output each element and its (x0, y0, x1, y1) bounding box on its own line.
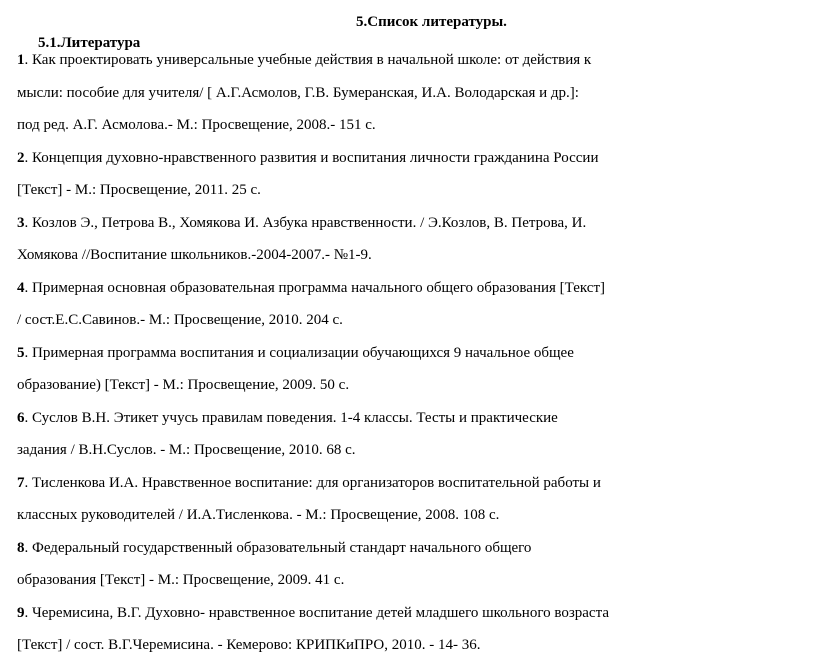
reference-line (17, 602, 609, 635)
reference-line (17, 277, 609, 310)
reference-item-2 (17, 147, 609, 212)
reference-line (17, 49, 609, 82)
reference-item-5 (17, 342, 609, 407)
reference-text: . Козлов Э., Петрова В., Хомякова И. Азбука нравственности. / Э.Козлов, В. Петрова, И. (24, 214, 587, 231)
reference-text: . Тисленкова И.А. Нравственное воспитание: для организаторов воспитательной работы и (24, 474, 601, 491)
reference-number: 2 (17, 149, 25, 166)
reference-text: . Как проектировать универсальные учебные действия в начальной школе: от действия к (24, 52, 592, 68)
reference-line (17, 114, 609, 147)
reference-text: [Текст] / сост. В.Г.Черемисина. - Кемерово: КРИПКиПРО, 2010. - 14- 36. (17, 637, 481, 653)
reference-line (17, 634, 609, 667)
reference-line (17, 82, 609, 115)
reference-number: 3 (17, 214, 25, 231)
reference-text: задания / В.Н.Суслов. - М.: Просвещение, 2010. 68 с. (17, 442, 356, 458)
reference-item-9 (17, 602, 609, 667)
reference-line (17, 569, 609, 602)
reference-line (17, 212, 609, 245)
reference-list (17, 49, 609, 667)
reference-line (17, 342, 609, 375)
reference-text: . Примерная программа воспитания и социализации обучающихся 9 начальное общее (24, 344, 574, 361)
reference-text: образование) [Текст] - М.: Просвещение, 2009. 50 с. (17, 377, 350, 393)
reference-text: / сост.Е.С.Савинов.- М.: Просвещение, 2010. 204 с. (17, 312, 343, 328)
reference-number: 9 (17, 604, 25, 621)
reference-line (17, 309, 609, 342)
page-title: 5.Список литературы. (356, 14, 507, 30)
reference-text: . Концепция духовно-нравственного развития и воспитания личности гражданина России (24, 149, 599, 166)
section-title: 5.1.Литература (38, 35, 141, 51)
reference-text: . Примерная основная образовательная программа начального общего образования [Текст] (24, 279, 606, 296)
reference-text: . Федеральный государственный образовательный стандарт начального общего (24, 539, 532, 556)
reference-text: [Текст] - М.: Просвещение, 2011. 25 с. (17, 182, 261, 198)
reference-text: Хомякова //Воспитание школьников.-2004-2007.- №1-9. (17, 247, 372, 263)
reference-line (17, 472, 609, 505)
reference-text: классных руководителей / И.А.Тисленкова. - М.: Просвещение, 2008. 108 с. (17, 507, 500, 523)
reference-line (17, 537, 609, 570)
reference-number: 8 (17, 539, 25, 556)
reference-number: 1 (17, 52, 25, 68)
reference-line (17, 244, 609, 277)
reference-text: . Черемисина, В.Г. Духовно- нравственное воспитание детей младшего школьного возраста (24, 604, 609, 621)
reference-number: 6 (17, 409, 25, 426)
reference-line (17, 439, 609, 472)
reference-item-6 (17, 407, 609, 472)
reference-text: мысли: пособие для учителя/ [ А.Г.Асмолов, Г.В. Бумеранская, И.А. Володарская и др.]: (17, 84, 579, 101)
reference-number: 4 (17, 279, 25, 296)
reference-line (17, 147, 609, 180)
reference-text: . Суслов В.Н. Этикет учусь правилам поведения. 1-4 классы. Тесты и практические (24, 409, 558, 426)
reference-line (17, 407, 609, 440)
reference-item-7 (17, 472, 609, 537)
reference-text: под ред. А.Г. Асмолова.- М.: Просвещение, 2008.- 151 с. (17, 117, 376, 133)
reference-number: 5 (17, 344, 25, 361)
reference-item-4 (17, 277, 609, 342)
reference-item-8 (17, 537, 609, 602)
reference-line (17, 504, 609, 537)
reference-number: 7 (17, 474, 25, 491)
reference-line (17, 179, 609, 212)
reference-item-3 (17, 212, 609, 277)
reference-text: образования [Текст] - М.: Просвещение, 2009. 41 с. (17, 572, 345, 588)
reference-item-1 (17, 49, 609, 147)
reference-line (17, 374, 609, 407)
